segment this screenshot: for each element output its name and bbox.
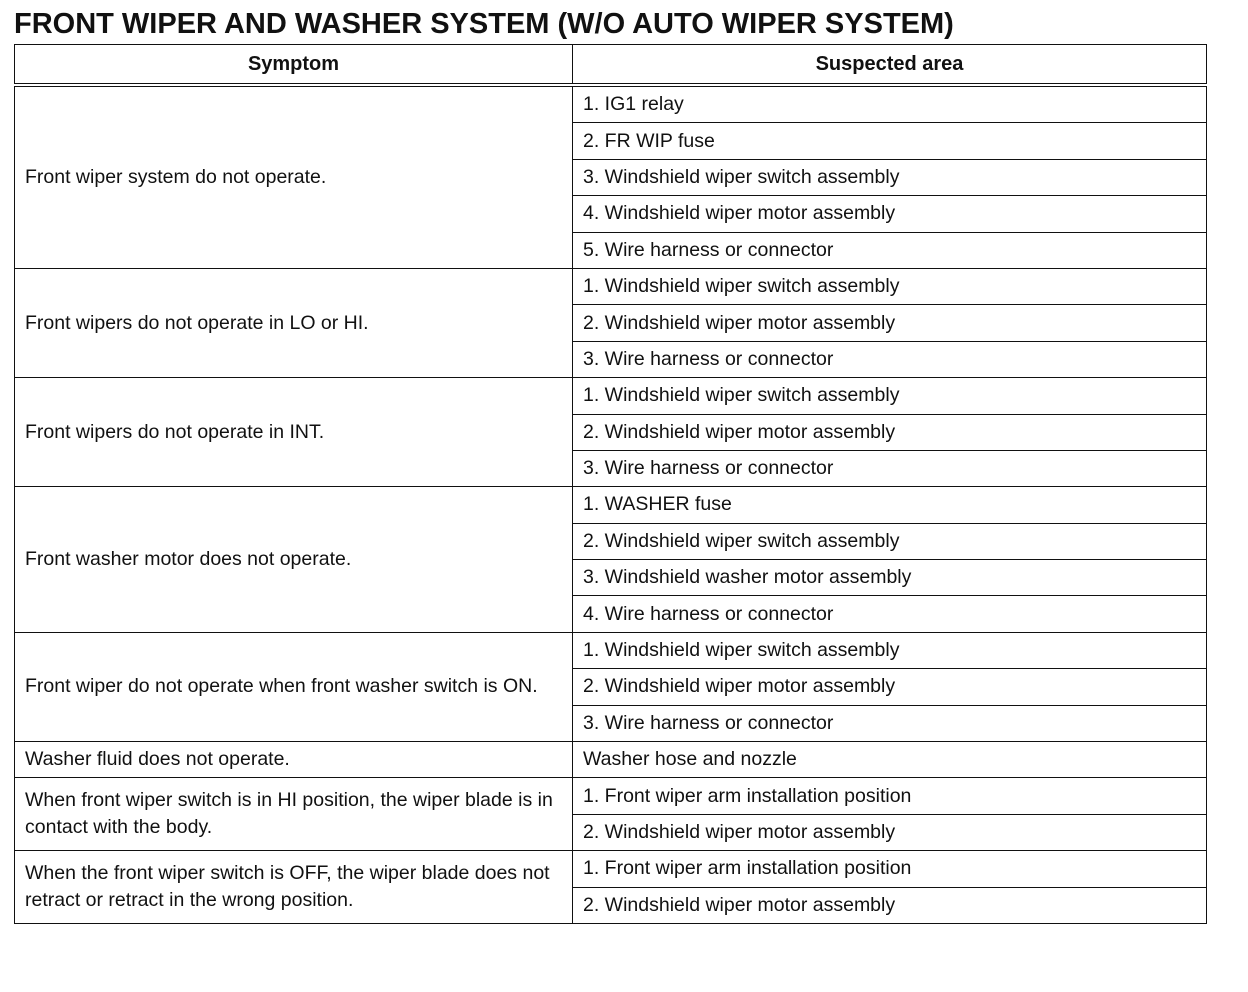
suspected-area-cell: 1. Windshield wiper switch assembly <box>573 378 1207 414</box>
suspected-area-cell: 1. Front wiper arm installation position <box>573 851 1207 887</box>
suspected-area-cell: 1. WASHER fuse <box>573 487 1207 523</box>
suspected-area-cell: Washer hose and nozzle <box>573 742 1207 778</box>
table-row <box>15 742 1207 778</box>
suspected-area-cell: 2. Windshield wiper motor assembly <box>573 669 1207 705</box>
symptom-cell: When the front wiper switch is OFF, the wiper blade does not retract or retract in the wrong position. <box>15 851 573 924</box>
problem-symptoms-table <box>14 44 1207 924</box>
suspected-area-cell: 2. Windshield wiper motor assembly <box>573 887 1207 923</box>
suspected-area-cell: 3. Windshield washer motor assembly <box>573 560 1207 596</box>
symptom-cell: When front wiper switch is in HI position, the wiper blade is in contact with the body. <box>15 778 573 851</box>
table-header-row <box>15 45 1207 86</box>
symptom-cell: Washer fluid does not operate. <box>15 742 573 778</box>
suspected-area-cell: 2. FR WIP fuse <box>573 123 1207 159</box>
symptom-cell: Front washer motor does not operate. <box>15 487 573 633</box>
suspected-area-column-header: Suspected area <box>573 45 1207 86</box>
suspected-area-cell: 1. IG1 relay <box>573 85 1207 123</box>
symptom-cell: Front wiper do not operate when front washer switch is ON. <box>15 632 573 741</box>
symptom-cell: Front wiper system do not operate. <box>15 85 573 268</box>
table-row <box>15 632 1207 668</box>
table-row <box>15 378 1207 414</box>
suspected-area-cell: 3. Wire harness or connector <box>573 705 1207 741</box>
suspected-area-cell: 2. Windshield wiper motor assembly <box>573 305 1207 341</box>
page-title: FRONT WIPER AND WASHER SYSTEM (W/O AUTO WIPER SYSTEM) <box>14 8 954 40</box>
suspected-area-cell: 3. Wire harness or connector <box>573 341 1207 377</box>
suspected-area-cell: 2. Windshield wiper motor assembly <box>573 414 1207 450</box>
table-row <box>15 778 1207 814</box>
table-row <box>15 85 1207 123</box>
suspected-area-cell: 5. Wire harness or connector <box>573 232 1207 268</box>
symptom-cell: Front wipers do not operate in INT. <box>15 378 573 487</box>
suspected-area-cell: 1. Windshield wiper switch assembly <box>573 632 1207 668</box>
suspected-area-cell: 1. Front wiper arm installation position <box>573 778 1207 814</box>
suspected-area-cell: 1. Windshield wiper switch assembly <box>573 268 1207 304</box>
suspected-area-cell: 2. Windshield wiper switch assembly <box>573 523 1207 559</box>
suspected-area-cell: 2. Windshield wiper motor assembly <box>573 814 1207 850</box>
suspected-area-cell: 3. Windshield wiper switch assembly <box>573 159 1207 195</box>
table-row <box>15 851 1207 887</box>
symptom-cell: Front wipers do not operate in LO or HI. <box>15 268 573 377</box>
symptom-column-header: Symptom <box>15 45 573 86</box>
suspected-area-cell: 3. Wire harness or connector <box>573 450 1207 486</box>
table-row <box>15 487 1207 523</box>
table-body <box>15 85 1207 923</box>
table-row <box>15 268 1207 304</box>
suspected-area-cell: 4. Windshield wiper motor assembly <box>573 196 1207 232</box>
suspected-area-cell: 4. Wire harness or connector <box>573 596 1207 632</box>
